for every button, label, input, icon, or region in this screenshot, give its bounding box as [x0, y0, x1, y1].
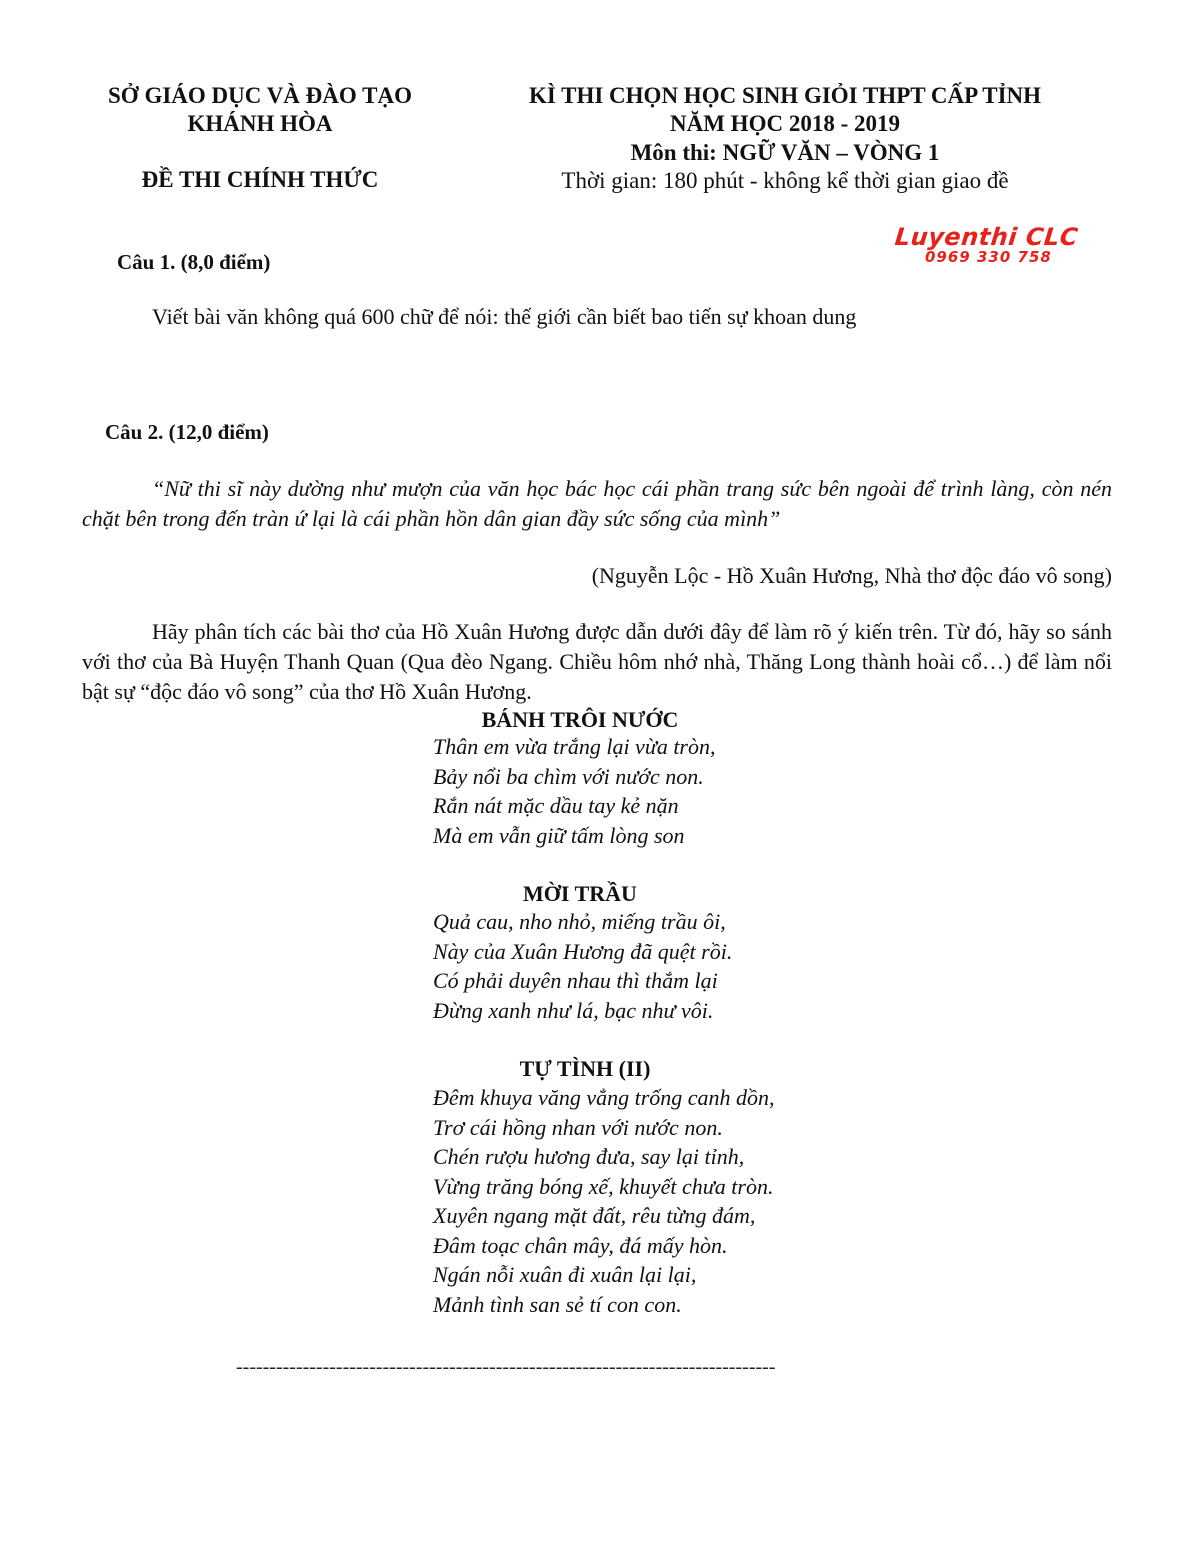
watermark-logo-name: Luyenthi CLC — [893, 223, 1080, 251]
question-2-label: Câu 2. (12,0 điểm) — [105, 420, 269, 444]
question-2-task: Hãy phân tích các bài thơ của Hồ Xuân Hương được dẫn dưới đây để làm rõ ý kiến trên. Từ đó, hãy so sánh với thơ của Bà Huyện Thanh Quan (Qua đèo Ngang. Chiều hôm nhớ nhà, Thăng Long thành hoài cổ…) để làm nổi bật sự “độc đáo vô song” của thơ Hồ Xuân Hương. — [82, 619, 1112, 704]
province-name: KHÁNH HÒA — [187, 111, 333, 136]
poem-line: Xuyên ngang mặt đất, rêu từng đám, — [433, 1203, 756, 1228]
exam-title: KÌ THI CHỌN HỌC SINH GIỎI THPT CẤP TỈNH — [528, 83, 1042, 108]
exam-duration: Thời gian: 180 phút - không kể thời gian giao đề — [561, 168, 1009, 193]
poem-line: Thân em vừa trắng lại vừa tròn, — [433, 734, 716, 759]
poem-body — [433, 907, 933, 1025]
poem-title: MỜI TRẦU — [523, 881, 637, 906]
poem-line: Đừng xanh như lá, bạc như vôi. — [433, 997, 714, 1023]
question-1-label: Câu 1. (8,0 điểm) — [117, 250, 271, 274]
poem-line: Trơ cái hồng nhan với nước non. — [433, 1114, 723, 1140]
poem-line: Chén rượu hương đưa, say lại tỉnh, — [433, 1144, 745, 1169]
poem-line: Bảy nổi ba chìm với nước non. — [433, 763, 704, 789]
poem-body — [433, 1083, 933, 1319]
official-exam-label: ĐỀ THI CHÍNH THỨC — [141, 167, 379, 192]
poem-line: Rắn nát mặc dầu tay kẻ nặn — [433, 793, 679, 818]
poem-title: TỰ TÌNH (II) — [519, 1056, 651, 1081]
poem-line: Mà em vẫn giữ tấm lòng son — [433, 822, 685, 848]
department-name: SỞ GIÁO DỤC VÀ ĐÀO TẠO — [108, 83, 412, 108]
poem-line: Ngán nỗi xuân đi xuân lại lại, — [433, 1262, 697, 1287]
poem-title: BÁNH TRÔI NƯỚC — [481, 707, 679, 732]
poem-line: Mảnh tình san sẻ tí con con. — [433, 1291, 682, 1317]
end-divider: --------------------------------------------------------------------------------- — [236, 1357, 776, 1377]
poem-line: Vừng trăng bóng xế, khuyết chưa tròn. — [433, 1173, 774, 1199]
poem-line: Này của Xuân Hương đã quệt rồi. — [433, 938, 733, 964]
quote-source: (Nguyễn Lộc - Hồ Xuân Hương, Nhà thơ độc đáo vô song) — [591, 563, 1112, 588]
question-1-text: Viết bài văn không quá 600 chữ để nói: thế giới cần biết bao tiến sự khoan dung — [152, 304, 857, 329]
poem-line: Đêm khuya văng vẳng trống canh dồn, — [433, 1085, 775, 1110]
poem-line: Đâm toạc chân mây, đá mấy hòn. — [433, 1232, 728, 1258]
poem-line: Quả cau, nho nhỏ, miếng trầu ôi, — [433, 909, 726, 934]
exam-subject: Môn thi: NGỮ VĂN – VÒNG 1 — [630, 140, 940, 165]
question-2-quote: “Nữ thi sĩ này dường như mượn của văn học bác học cái phần trang sức bên ngoài để trình làng, còn nén chặt bên trong đến tràn ứ lại là cái phần hồn dân gian đầy sức sống của mình” — [82, 476, 1112, 531]
poem-line: Có phải duyên nhau thì thắm lại — [433, 968, 718, 993]
poem-body — [433, 732, 933, 850]
watermark-logo-phone: 0969 330 758 — [925, 248, 1052, 266]
school-year: NĂM HỌC 2018 - 2019 — [670, 111, 900, 136]
